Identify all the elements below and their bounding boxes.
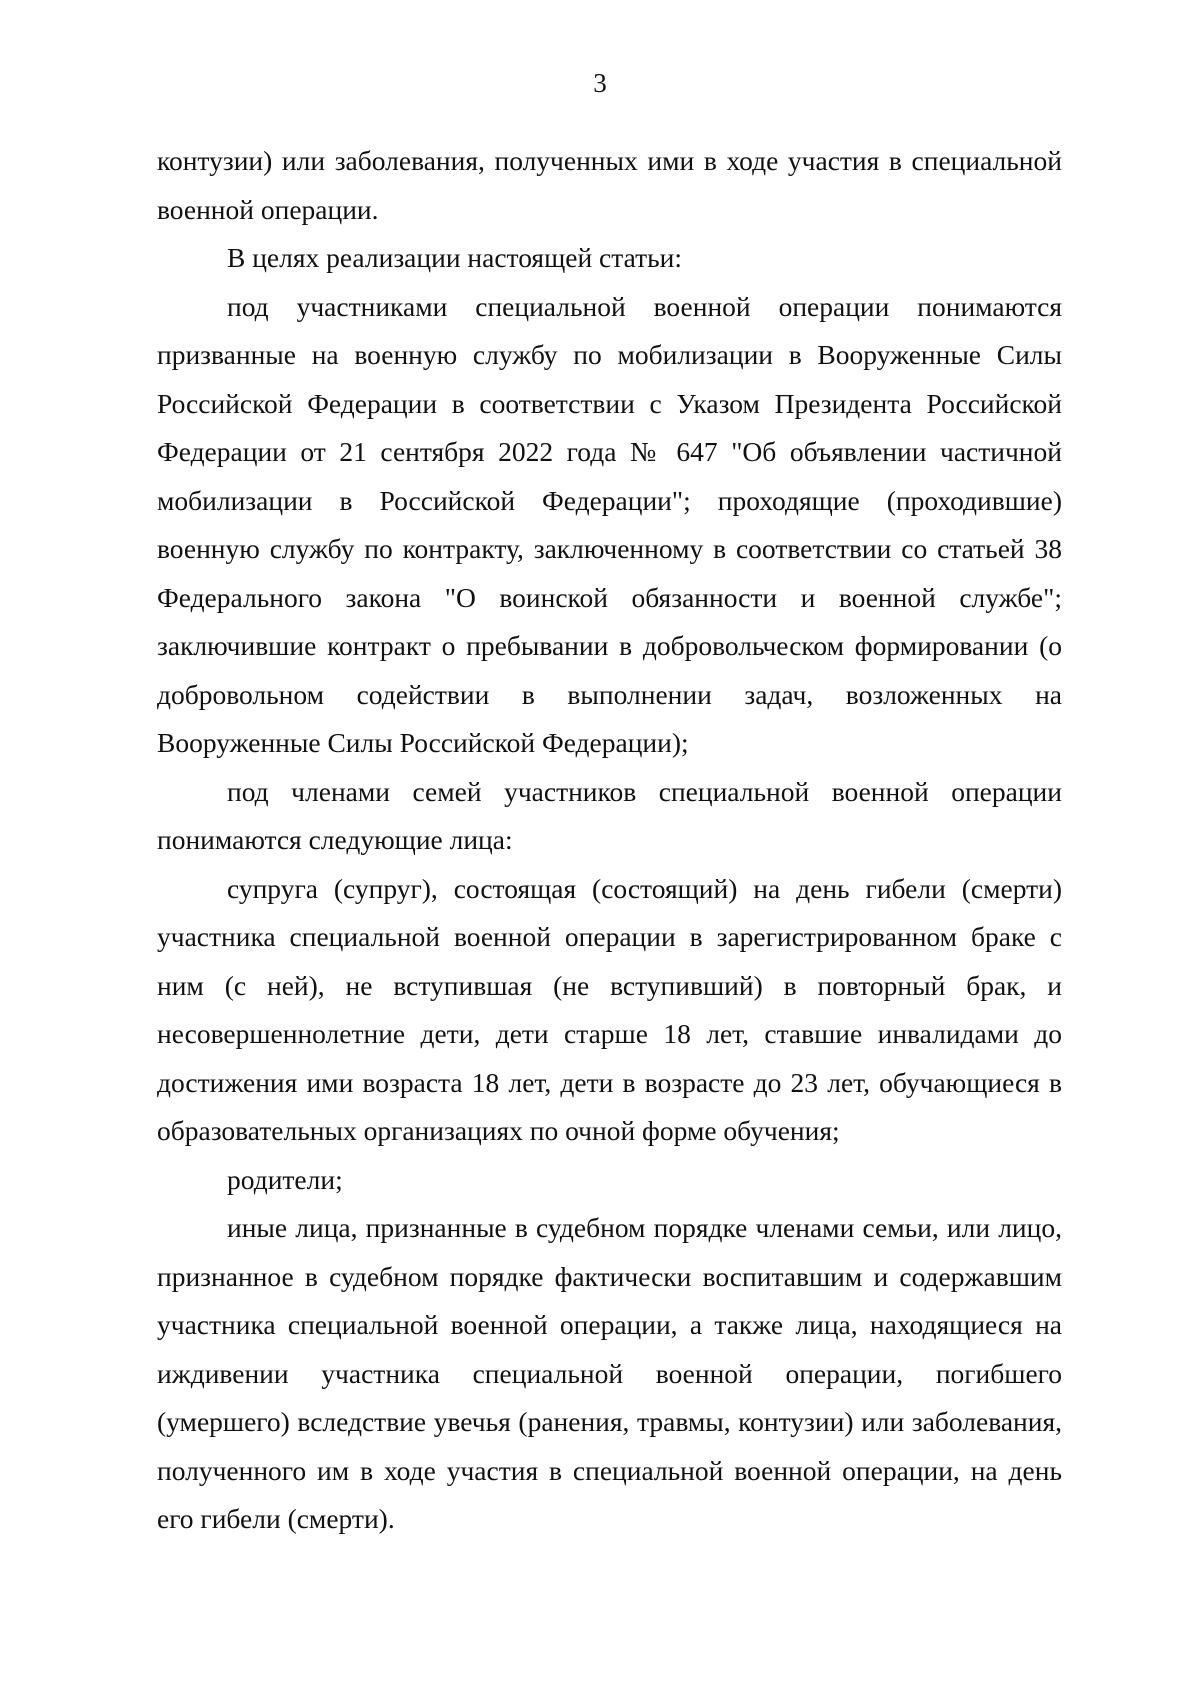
page-number: 3 xyxy=(593,68,607,98)
paragraph-other-persons: иные лица, признанные в судебном порядке членами семьи, или лицо, признанное в судебном порядке фактически воспитавшим и содержавшим участника специальной военной операции, а также лица, находящиеся на иждивении участника специальной военной операции, погибшего (умершего) вследствие увечья (ранения, травмы, контузии) или заболевания, полученного им в ходе участия в специальной военной операции, на день его гибели (смерти). xyxy=(157,1212,1062,1534)
paragraph-purpose-intro: В целях реализации настоящей статьи: xyxy=(227,242,683,273)
document-body xyxy=(157,137,1062,1544)
paragraph-continuation: контузии) или заболевания, полученных ими в ходе участия в специальной военной операции. xyxy=(157,145,1062,225)
paragraph-family-members-intro: под членами семей участников специальной военной операции понимаются следующие лица: xyxy=(157,775,1062,855)
paragraph-parents: родители; xyxy=(227,1163,343,1195)
paragraph-participants-definition: под участниками специальной военной операции понимаются призванные на военную службу по мобилизации в Вооруженные Силы Российской Федерации в соответствии с Указом Президента Российской Федерации от 21 сентября 2022 года № 647 "Об объявлении частичной мобилизации в Российской Федерации"; проходящие (проходившие) военную службу по контракту, заключенному в соответствии со статьей 38 Федерального закона "О воинской обязанности и военной службе"; заключившие контракт о пребывании в добровольческом формировании (о добровольном содействии в выполнении задач, возложенных на Вооруженные Силы Российской Федерации); xyxy=(157,290,1062,758)
paragraph-spouse-children: супруга (супруг), состоящая (состоящий) на день гибели (смерти) участника специальной военной операции в зарегистрированном браке с ним (с ней), не вступившая (не вступивший) в повторный брак, и несовершеннолетние дети, дети старше 18 лет, ставшие инвалидами до достижения ими возраста 18 лет, дети в возрасте до 23 лет, обучающиеся в образовательных организациях по очной форме обучения; xyxy=(157,872,1062,1146)
